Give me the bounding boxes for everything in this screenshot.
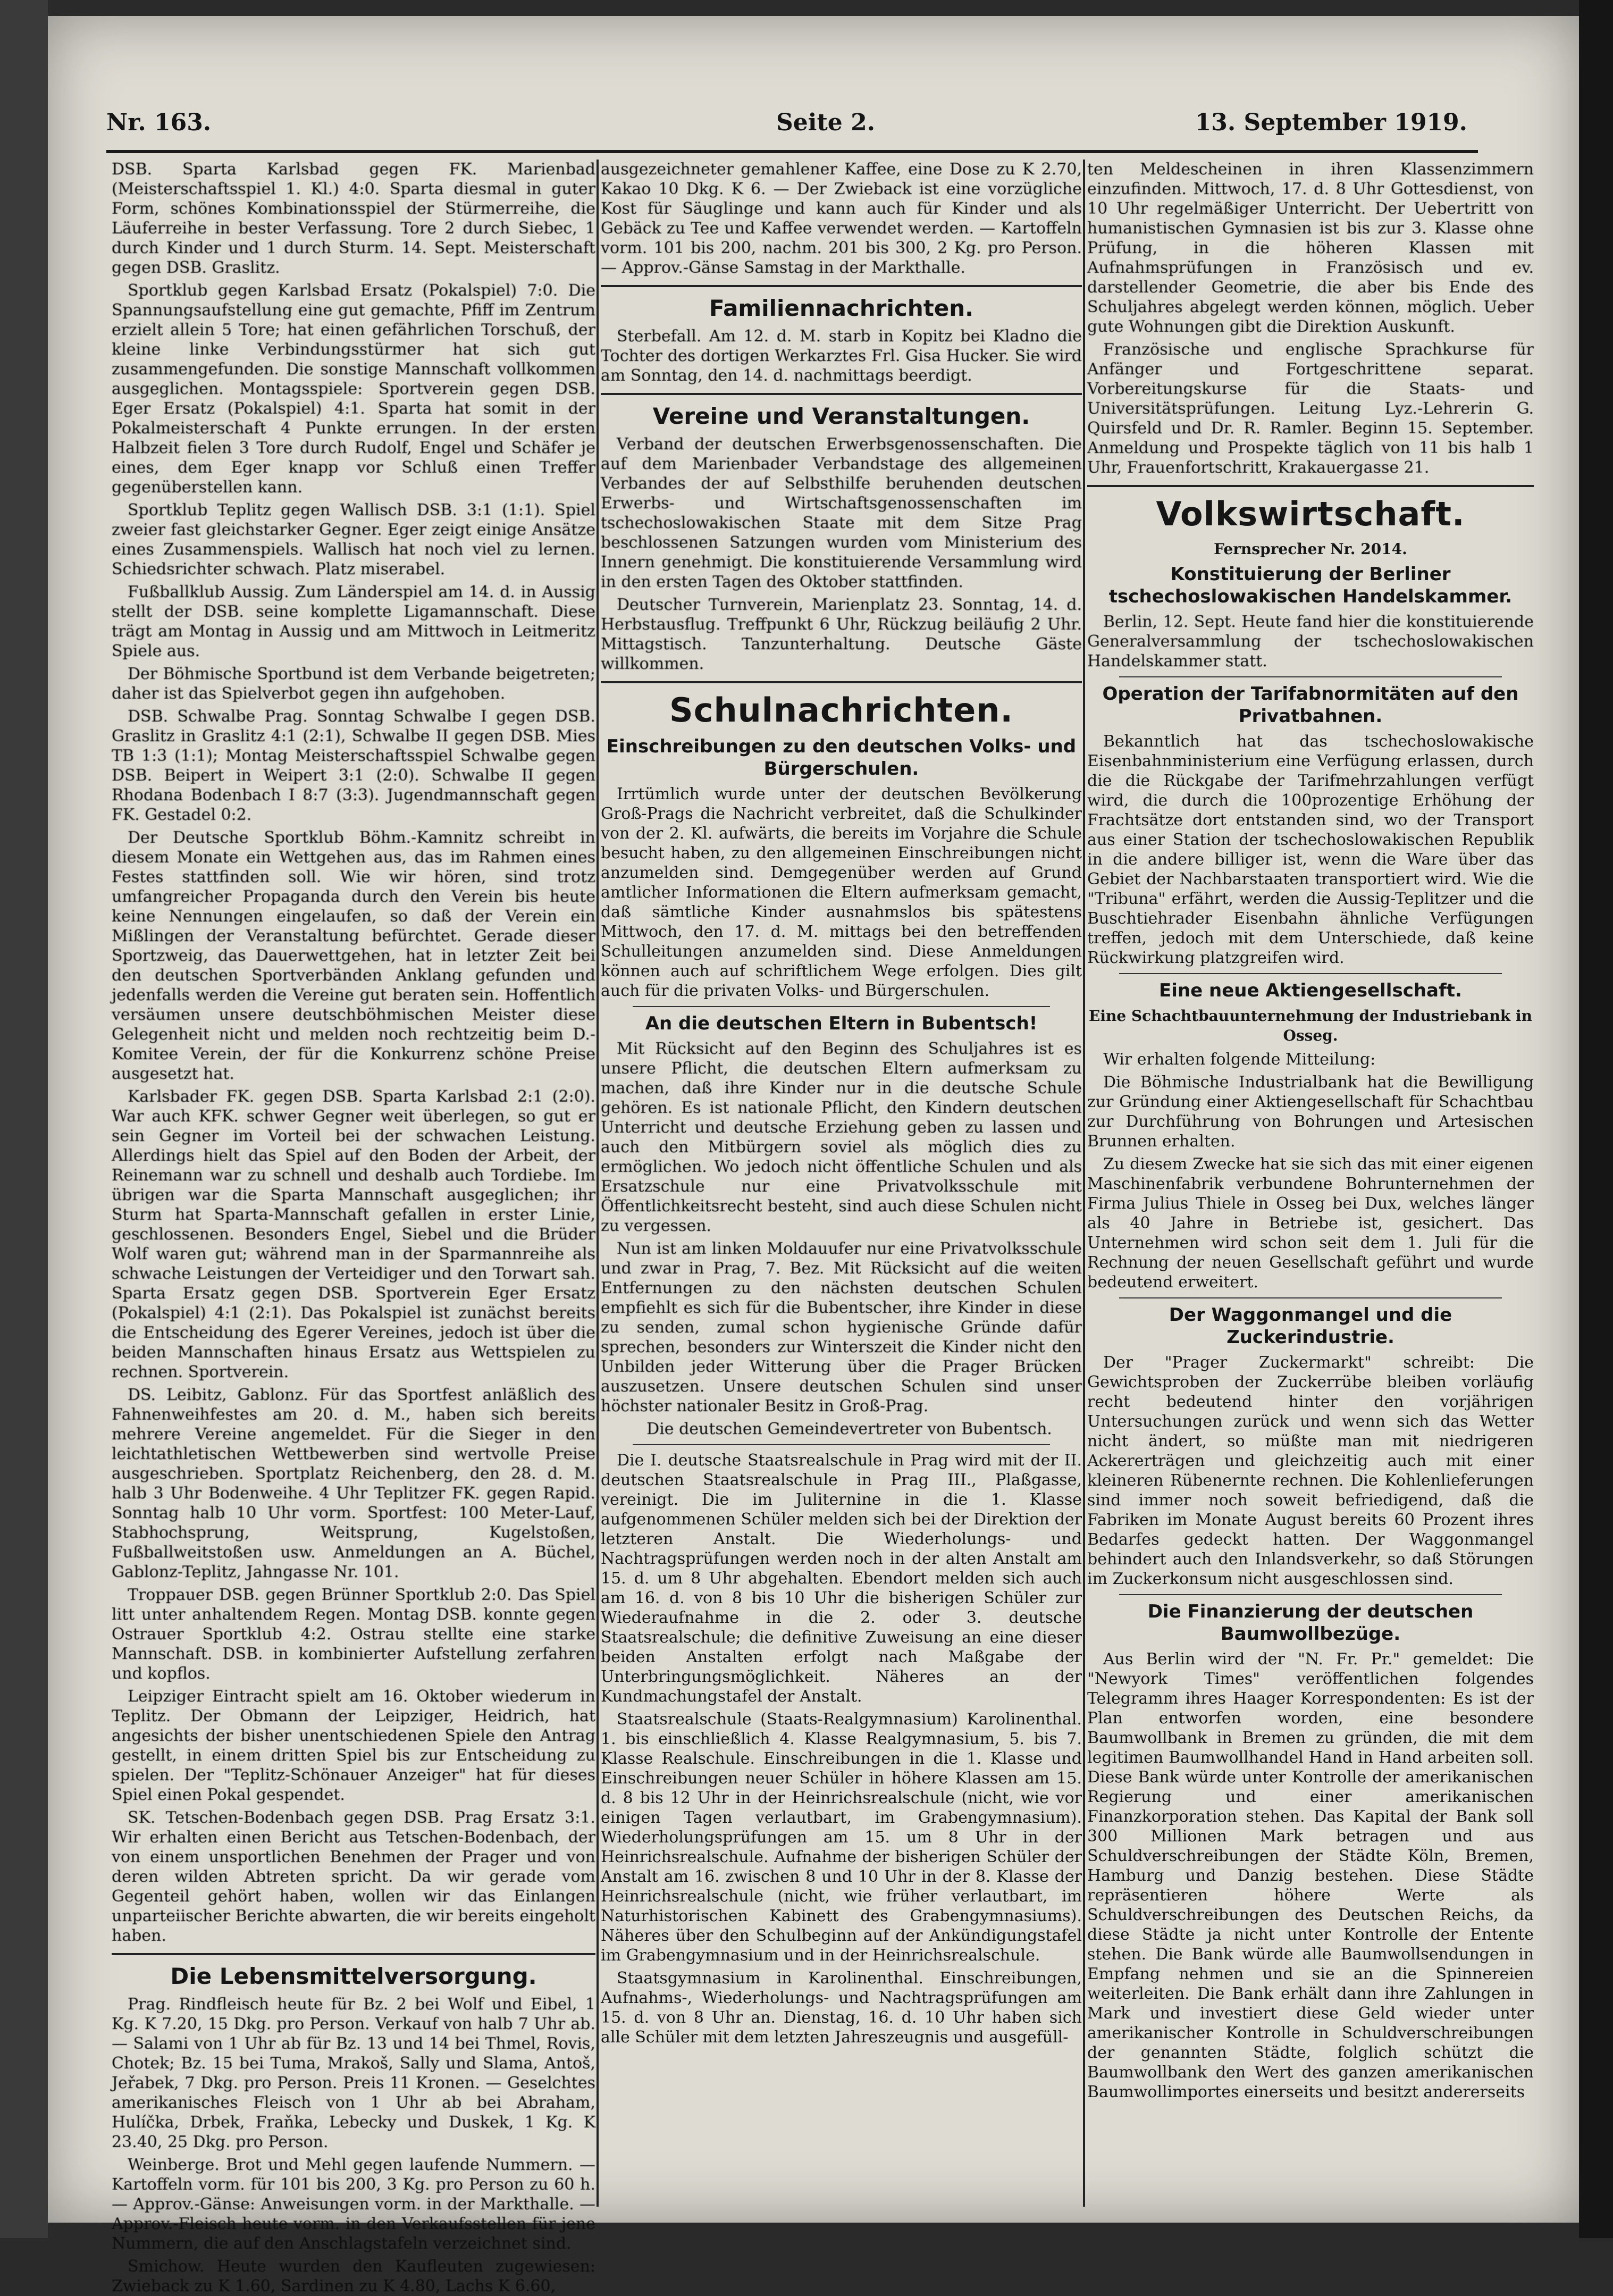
aktien-paragraph: Zu diesem Zwecke hat sie sich das mit einer eigenen Maschinenfabrik verbundene Bohrunternehmen der Firma Julius Thiele in Osseg bei Dux, welches länger als 40 Jahre in Betriebe ist, gesichert. Das Unternehmen wird schon seit dem 1. Juli für die Rechnung der neuen Gesellschaft geführt und wurde bedeutend erweitert. xyxy=(1087,1155,1534,1292)
sport-paragraph: Fußballklub Aussig. Zum Länderspiel am 14. d. in Aussig stellt der DSB. seine komplette Ligamannschaft. Diese trägt am Montag in Aussig und am Mittwoch in Leitmeritz Spiele aus. xyxy=(112,583,595,660)
eltern-paragraph: Nun ist am linken Moldauufer nur eine Privatvolksschule und zwar in Prag, 7. Bez. Mit Rücksicht auf die weiten Entfernungen zu den nächsten deutschen Schulen empfiehlt es sich für die Bubentscher, ihre Kinder in diese zu senden, zumal schon hygienische Gründe dafür sprechen, besonders zur Winterszeit die Kinder nicht den Unbilden jeder Witterung über die Prager Brücken auszusetzen. Unsere deutschen Schulen sind unser höchster nationaler Besitz in Groß-Prag. xyxy=(601,1239,1082,1415)
section-rule xyxy=(1119,973,1502,974)
lebensmittel-continuation: ausgezeichneter gemahlener Kaffee, eine Dose zu K 2.70, Kakao 10 Dkg. K 6. — Der Zwieback ist eine vorzügliche Kost für Säuglinge und kann auch für Kinder und als Gebäck zu Tee und Kaffee verwendet werden. — Kartoffeln vorm. 101 bis 200, nachm. 201 bis 300, 2 Kg. pro Person. — Approv.-Gänse Samstag in der Markthalle. xyxy=(601,160,1082,277)
aktien-subheading: Eine Schachtbauunternehmung der Industriebank in Osseg. xyxy=(1089,1007,1532,1044)
column-divider-1 xyxy=(597,160,599,2207)
header-rule xyxy=(106,150,1478,153)
section-rule xyxy=(601,681,1082,683)
schul-paragraph: Irrtümlich wurde unter der deutschen Bevölkerung Groß-Prags die Nachricht verbreitet, daß die Schulkinder von der 2. Kl. aufwärts, die bereits im Vorjahre die Schule besucht haben, zu den allgemeinen Einschreibungen nicht anzumelden sind. Demgegenüber werden auf Grund amtlicher Informationen die Eltern aufmerksam gemacht, daß sämtliche Kinder ausnahmslos bis spätestens Mittwoch, den 17. d. M. mittags bei den betreffenden Schulleitungen anzumelden sind. Diese Anmeldungen können auch auf schriftlichem Wege erfolgen. Dies gilt auch für die privaten Volks- und Bürgerschulen. xyxy=(601,785,1082,1000)
section-rule xyxy=(112,1953,595,1955)
section-rule xyxy=(601,393,1082,395)
realschule-paragraph: Staatsrealschule (Staats-Realgymnasium) Karolinenthal. 1. bis einschließlich 4. Klasse Realgymnasium, 5. bis 7. Klasse Realschule. Einschreibungen in die 1. Klasse und Einschreibungen neuer Schüler in höhere Klassen am 15. d. 8 bis 12 Uhr in der Heinrichsrealschule (nicht, wie vor einigen Tagen verlautbart, im Grabengymnasium). Wiederholungsprüfungen am 15. um 8 Uhr in der Heinrichsrealschule. Aufnahme der bisherigen Schüler der Anstalt am 16. zwischen 8 und 10 Uhr in der 8. Klasse der Heinrichsrealschule (nicht, wie früher verlautbart, im Naturhistorischen Kabinett des Grabengymnasiums). Näheres über den Schulbeginn auf der Ankündigungstafel im Grabengymnasium und in der Heinrichsrealschule. xyxy=(601,1710,1082,1965)
scan-left-edge xyxy=(0,0,48,2238)
vereine-paragraph: Deutscher Turnverein, Marienplatz 23. Sonntag, 14. d. Herbstausflug. Treffpunkt 6 Uhr, Rückzug beiläufig 2 Uhr. Mittagstisch. Tanzunterhaltung. Deutsche Gäste willkommen. xyxy=(601,596,1082,673)
eltern-signature: Die deutschen Gemeindevertreter von Bubentsch. xyxy=(646,1420,1052,1438)
page-header xyxy=(106,109,1531,146)
sport-paragraph: Der Böhmische Sportbund ist dem Verbande beigetreten; daher ist das Spielverbot gegen ihn aufgehoben. xyxy=(112,665,595,703)
sport-paragraph: Sportklub gegen Karlsbad Ersatz (Pokalspiel) 7:0. Die Spannungsaufstellung eine gut gemachte, Pfiff im Zentrum erzielt allein 5 Tore; hat einen gefährlichen Torschuß, der kleine linke Verbindungsstürmer hat sich gut zusammengefunden. Die sonstige Mannschaft vollkommen ausgeglichen. Montagsspiele: Sportverein gegen DSB. Eger Ersatz (Pokalspiel) 4:1. Sparta hat somit in der Pokalmeisterschaft 4 Punkte errungen. In der ersten Halbzeit fielen 3 Tore durch Rudolf, Engel und Schäfer je eines, dem Eger knapp vor Schluß einen Treffer gegenüberstellen kann. xyxy=(112,281,595,497)
eltern-paragraph: Mit Rücksicht auf den Beginn des Schuljahres ist es unsere Pflicht, die deutschen Eltern aufmerksam zu machen, daß ihre Kinder nur in die deutsche Schule gehören. Es ist nationale Pflicht, den Kindern deutschen Unterricht und deutsche Erziehung geben zu lassen und auch den Mitbürgern soviel als möglich dies zu ermöglichen. Wo jedoch nicht öffentliche Schulen und als Ersatzschule nur eine Privatvolksschule mit Öffentlichkeitsrecht besteht, sind auch diese Schulen nicht zu vergessen. xyxy=(601,1040,1082,1235)
section-rule xyxy=(1119,676,1502,677)
eltern-heading: An die deutschen Eltern in Bubentsch! xyxy=(645,1013,1038,1034)
section-rule xyxy=(1119,1594,1502,1595)
sport-paragraph: Der Deutsche Sportklub Böhm.-Kamnitz schreibt in diesem Monate ein Wettgehen aus, das im Rahmen eines Festes stattfinden soll. Wie wir hören, sind trotz umfangreicher Propaganda durch den Verein bis heute keine Nennungen eingelaufen, so daß der Verein ein Mißlingen der Veranstaltung befürchtet. Gerade dieser Sportzweig, das Dauerwettgehen, hat in letzter Zeit bei den deutschen Sportverbänden Anklang gefunden und jedenfalls werden die Vereine gut beraten sein. Hoffentlich versäumen unsere deutschböhmischen Meister diese Gelegenheit nicht und melden noch rechtzeitig beim D.-Komitee Verein, der für die Konkurrenz schöne Preise ausgesetzt hat. xyxy=(112,828,595,1083)
section-rule xyxy=(633,1444,1050,1445)
schul-heading: Schulnachrichten. xyxy=(669,691,1013,730)
aktien-heading: Eine neue Aktiengesellschaft. xyxy=(1159,980,1462,1001)
lebensmittel-heading: Die Lebensmittelversorgung. xyxy=(170,1963,537,1989)
waggon-paragraph: Der "Prager Zuckermarkt" schreibt: Die Gewichtsproben der Zuckerrübe bleiben vorläufig recht bedeutend hinter den vorjährigen Untersuchungen zurück und wenn sich das Wetter nicht ändert, so müßte man mit niedrigeren Ackererträgen und gleichzeitig auch mit einer kleineren Rübenernte rechnen. Die Kohlenlieferungen sind immer noch soweit befriedigend, daß die Fabriken im Monate August bereits 60 Prozent ihres Bedarfes gedeckt hatten. Der Waggonmangel behindert auch den Inlandsverkehr, so daß Störungen im Zuckerkonsum nicht ausgeschlossen sind. xyxy=(1087,1353,1534,1588)
issue-date: 13. September 1919. xyxy=(1195,109,1467,136)
page-number: Seite 2. xyxy=(776,109,876,136)
vereine-heading: Vereine und Veranstaltungen. xyxy=(652,403,1030,429)
lebensmittel-paragraph: Smichow. Heute wurden den Kaufleuten zugewiesen: Zwieback zu K 1.60, Sardinen zu K 4.80, Lachs K 6.60, xyxy=(112,2257,595,2295)
vereine-paragraph: Verband der deutschen Erwerbsgenossenschaften. Die auf dem Marienbader Verbandstage des allgemeinen Verbandes der auf Selbsthilfe beruhenden deutschen Erwerbs- und Wirtschaftsgenossenschaften im tschechoslowakischen Staate mit dem Sitze Prag beschlossenen Satzungen wurden vom Ministerium des Innern genehmigt. Die konstituierende Versammlung wird in den ersten Tagen des Oktober stattfinden. xyxy=(601,435,1082,591)
waggon-heading: Der Waggonmangel und die Zuckerindustrie. xyxy=(1169,1304,1452,1348)
section-rule xyxy=(1119,1297,1502,1298)
sport-paragraph: Karlsbader FK. gegen DSB. Sparta Karlsbad 2:1 (2:0). War auch KFK. schwer Gegner weit überlegen, so gut er sein Gegner im Vorteil bei der schwachen Leistung. Allerdings hielt das Spiel auf den Boden der Arbeit, der Reinemann war zu schnell und deshalb auch Tordiebe. Im übrigen war die Sparta Mannschaft ausgeglichen; ihr Sturm hat Sparta-Mannschaft gefallen in erster Linie, geschlossenen. Besonders Engel, Siebel und die Brüder Wolf waren gut; während man in der Sparmannreihe als schwache Leistungen der Verteidiger und den Torwart sah. Sparta Ersatz gegen DSB. Sportverein Eger Ersatz (Pokalspiel) 4:1 (2:1). Das Pokalspiel ist zunächst bereits die Entscheidung des Egerer Vereines, jedoch ist über die beiden Mannschaften hinaus Ersatz aus Wettspielen zu rechnen. Sportverein. xyxy=(112,1087,595,1381)
familien-paragraph: Sterbefall. Am 12. d. M. starb in Kopitz bei Kladno die Tochter des dortigen Werkarztes Frl. Gisa Hucker. Sie wird am Sonntag, den 14. d. nachmittags beerdigt. xyxy=(601,327,1082,385)
sport-paragraph: DS. Leibitz, Gablonz. Für das Sportfest anläßlich des Fahnenweihfestes am 20. d. M., haben sich bereits mehrere Vereine angemeldet. Für die Sieger in den leichtathletischen Wettbewerben sind wertvolle Preise ausgeschrieben. Sportplatz Reichenberg, den 28. d. M. halb 3 Uhr Bodenweihe. 4 Uhr Teplitzer FK. gegen Rapid. Sonntag halb 10 Uhr vorm. Sportfest: 100 Meter-Lauf, Stabhochsprung, Weitsprung, Kugelstoßen, Fußballweitstoßen usw. Anmeldungen an A. Büchel, Gablonz-Teplitz, Jahngasse Nr. 101. xyxy=(112,1386,595,1581)
finanz-heading: Die Finanzierung der deutschen Baumwollbezüge. xyxy=(1147,1601,1474,1645)
realschule-paragraph: Staatsgymnasium in Karolinenthal. Einschreibungen, Aufnahms-, Wiederholungs- und Nachtragsprüfungen am 15. d. von 8 Uhr an. Dienstag, 16. d. 10 Uhr haben sich alle Schüler mit dem letzten Jahreszeugnis und ausgefüll- xyxy=(601,1969,1082,2047)
volkswirtschaft-heading: Volkswirtschaft. xyxy=(1156,495,1465,533)
familien-heading: Familiennachrichten. xyxy=(709,295,974,321)
volkswirtschaft-phone: Fernsprecher Nr. 2014. xyxy=(1214,540,1407,558)
schule-continuation: ten Meldescheinen in ihren Klassenzimmern einzufinden. Mittwoch, 17. d. 8 Uhr Gottesdienst, von 10 Uhr regelmäßiger Unterricht. Der Uebertritt von humanistischen Gymnasien ist bis zur 3. Klasse ohne Prüfung, in die höheren Klassen mit Aufnahmsprüfungen in Französisch und ev. darstellender Geometrie, die aber bis Ende des Schuljahres abgelegt werden können, möglich. Ueber gute Wohnungen gibt die Direktion Auskunft. xyxy=(1087,160,1534,336)
sport-paragraph: DSB. Schwalbe Prag. Sonntag Schwalbe I gegen DSB. Graslitz in Graslitz 4:1 (2:1), Schwalbe II gegen DSB. Mies TB 1:3 (1:1); Montag Meisterschaftsspiel Schwalbe gegen DSB. Beipert in Weipert 3:1 (2:0). Schwalbe II gegen Rhodana Bodenbach I 8:7 (3:3). Jugendmannschaft gegen FK. Gestadel 0:2. xyxy=(112,707,595,824)
finanz-paragraph: Aus Berlin wird der "N. Fr. Pr." gemeldet: Die "Newyork Times" veröffentlichen folgendes Telegramm ihres Haager Korrespondenten: Es ist der Plan entworfen worden, eine besondere Baumwollbank in Bremen zu gründen, die mit dem legitimen Baumwollhandel Hand in Hand arbeiten soll. Diese Bank würde unter Kontrolle der amerikanischen Regierung und einer amerikanischen Finanzkorporation stehen. Das Kapital der Bank soll 300 Millionen Mark betragen und aus Schuldverschreibungen der Städte Köln, Bremen, Hamburg und Danzig bestehen. Diese Städte repräsentieren höhere Werte als Schuldverschreibungen des Deutschen Reichs, da diese Städte ja nicht unter Kontrolle der Entente stehen. Die Bank würde alle Baumwollsendungen in Empfang nehmen und sie an die Spinnereien weiterleiten. Die Bank erhält dann ihre Zahlungen in Mark und investiert diese Geld wieder unter amerikanischer Kontrolle in Schuldverschreibungen der genannten Städte, folglich schützt die Baumwollbank den Wert des ganzen amerikanischen Baumwollimportes einerseits und besitzt andererseits xyxy=(1087,1650,1534,2101)
handelskammer-paragraph: Berlin, 12. Sept. Heute fand hier die konstituierende Generalversammlung der tschechoslowakischen Handelskammer statt. xyxy=(1087,613,1534,671)
aktien-paragraph: Wir erhalten folgende Mitteilung: xyxy=(1103,1050,1376,1069)
issue-number: Nr. 163. xyxy=(106,109,212,136)
column-3 xyxy=(1087,160,1534,2212)
column-2 xyxy=(601,160,1082,2212)
sport-paragraph: Leipziger Eintracht spielt am 16. Oktober wiederum in Teplitz. Der Obmann der Leipziger, Heidrich, hat angesichts der bisher unentschiedenen Spiele den Antrag gestellt, in einem dritten Spiel bis zur Entscheidung zu spielen. Der "Teplitz-Schönauer Anzeiger" hat für dieses Spiel einen Pokal gespendet. xyxy=(112,1687,595,1804)
sport-section xyxy=(112,160,595,1946)
handelskammer-heading: Konstituierung der Berliner tschechoslowakischen Handelskammer. xyxy=(1108,564,1513,607)
section-rule xyxy=(1087,485,1534,487)
sport-paragraph: DSB. Sparta Karlsbad gegen FK. Marienbad (Meisterschaftsspiel 1. Kl.) 4:0. Sparta diesmal in guter Form, schönes Kombinationsspiel der Stürmerreihe, die Läuferreihe in bester Verfassung. Tore 2 durch Siebec, 1 durch Kinder und 1 durch Sturm. 14. Sept. Meisterschaft gegen DSB. Graslitz. xyxy=(112,160,595,277)
sport-paragraph: Troppauer DSB. gegen Brünner Sportklub 2:0. Das Spiel litt unter anhaltendem Regen. Montag DSB. konnte gegen Ostrauer Sportklub 4:2. Ostrau stellte eine starke Mannschaft. DSB. in kombinierter Aufstellung zerfahren und kopflos. xyxy=(112,1586,595,1683)
realschule-paragraph: Die I. deutsche Staatsrealschule in Prag wird mit der II. deutschen Staatsrealschule in Prag III., Plaßgasse, vereinigt. Die im Juliternine in die 1. Klasse aufgenommenen Schüler melden sich bei der Direktion der letzteren Anstalt. Die Wiederholungs- und Nachtragsprüfungen werden noch in der alten Anstalt am 15. d. um 8 Uhr abgehalten. Ebendort melden sich auch am 16. d. von 8 bis 10 Uhr die bisherigen Schüler zur Wiederaufnahme in die 2. oder 3. deutsche Staatsrealschule; die definitive Zuweisung an eine dieser beiden Anstalten erfolgt nach Maßgabe der Unterbringungsmöglichkeit. Näheres an der Kundmachungstafel der Anstalt. xyxy=(601,1451,1082,1706)
section-rule xyxy=(601,285,1082,287)
tarif-heading: Operation der Tarifabnormitäten auf den Privatbahnen. xyxy=(1102,683,1519,727)
lebensmittel-paragraph: Weinberge. Brot und Mehl gegen laufende Nummern. — Kartoffeln vorm. für 101 bis 200, 3 Kg. pro Person zu 60 h. — Approv.-Gänse: Anweisungen vorm. in der Markthalle. — Approv.-Fleisch heute vorm. in den Verkaufsstellen für jene Nummern, die auf den Anschlagstafeln verzeichnet sind. xyxy=(112,2156,595,2253)
tarif-paragraph: Bekanntlich hat das tschechoslowakische Eisenbahnministerium eine Verfügung erlassen, durch die die Rückgabe der Tarifmehrzahlungen verfügt wird, die durch die 100prozentige Erhöhung der Frachtsätze dort entstanden sind, wo der Transport aus einer Station der tschechoslowakischen Republik in die andere billiger ist, wenn die Ware über das Gebiet der Nachbarstaaten transportiert wird. Wie die "Tribuna" erfährt, werden die Aussig-Teplitzer und die Buschtiehrader Eisenbahn ähnliche Verfügungen treffen, jedoch mit dem Unterschiede, daß keine Rückwirkung platzgreifen wird. xyxy=(1087,732,1534,967)
sport-paragraph: Sportklub Teplitz gegen Wallisch DSB. 3:1 (1:1). Spiel zweier fast gleichstarker Gegner. Eger zeigt einige Ansätze eines Zusammenspiels. Wallisch hat noch viel zu lernen. Schiedsrichter schwach. Platz miserabel. xyxy=(112,501,595,579)
column-1 xyxy=(112,160,595,2295)
scan-right-edge xyxy=(1579,0,1613,2238)
aktien-paragraph: Die Böhmische Industrialbank hat die Bewilligung zur Gründung einer Aktiengesellschaft für Schachtbau zur Durchführung von Bohrungen und Artesischen Brunnen erhalten. xyxy=(1087,1073,1534,1151)
sport-paragraph: SK. Tetschen-Bodenbach gegen DSB. Prag Ersatz 3:1. Wir erhalten einen Bericht aus Tetschen-Bodenbach, der von einem unsportlichen Benehmen der Prager und von deren wilden Abtreten spricht. Da wir gerade vom Gegenteil gehört haben, wollen wir das Einlangen unparteiischer Berichte abwarten, die wir bereits eingeholt haben. xyxy=(112,1808,595,1945)
sprachkurs-paragraph: Französische und englische Sprachkurse für Anfänger und Fortgeschrittene separat. Vorbereitungskurse für die Staats- und Universitätsprüfungen. Leitung Lyz.-Lehrerin G. Quirsfeld und Dr. R. Ramler. Beginn 15. September. Anmeldung und Prospekte täglich von 11 bis halb 1 Uhr, Frauenfortschritt, Krakauergasse 21. xyxy=(1087,340,1534,477)
section-rule xyxy=(633,1006,1050,1007)
column-divider-2 xyxy=(1083,160,1085,2207)
schul-subheading: Einschreibungen zu den deutschen Volks- und Bürgerschulen. xyxy=(606,736,1077,780)
lebensmittel-paragraph: Prag. Rindfleisch heute für Bz. 2 bei Wolf und Eibel, 1 Kg. K 7.20, 15 Dkg. pro Person. Verkauf von halb 7 Uhr ab. — Salami von 1 Uhr ab für Bz. 13 und 14 bei Thmel, Rovis, Chotek; Bz. 15 bei Tuma, Mrakoš, Sally und Slama, Antoš, Jeřabek, 7 Dkg. pro Person. Preis 11 Kronen. — Geselchtes amerikanisches Fleisch von 1 Uhr ab bei Abraham, Hulíčka, Drbek, Fraňka, Lebecky und Duskek, 1 Kg. K 23.40, 25 Dkg. pro Person. xyxy=(112,1995,595,2151)
